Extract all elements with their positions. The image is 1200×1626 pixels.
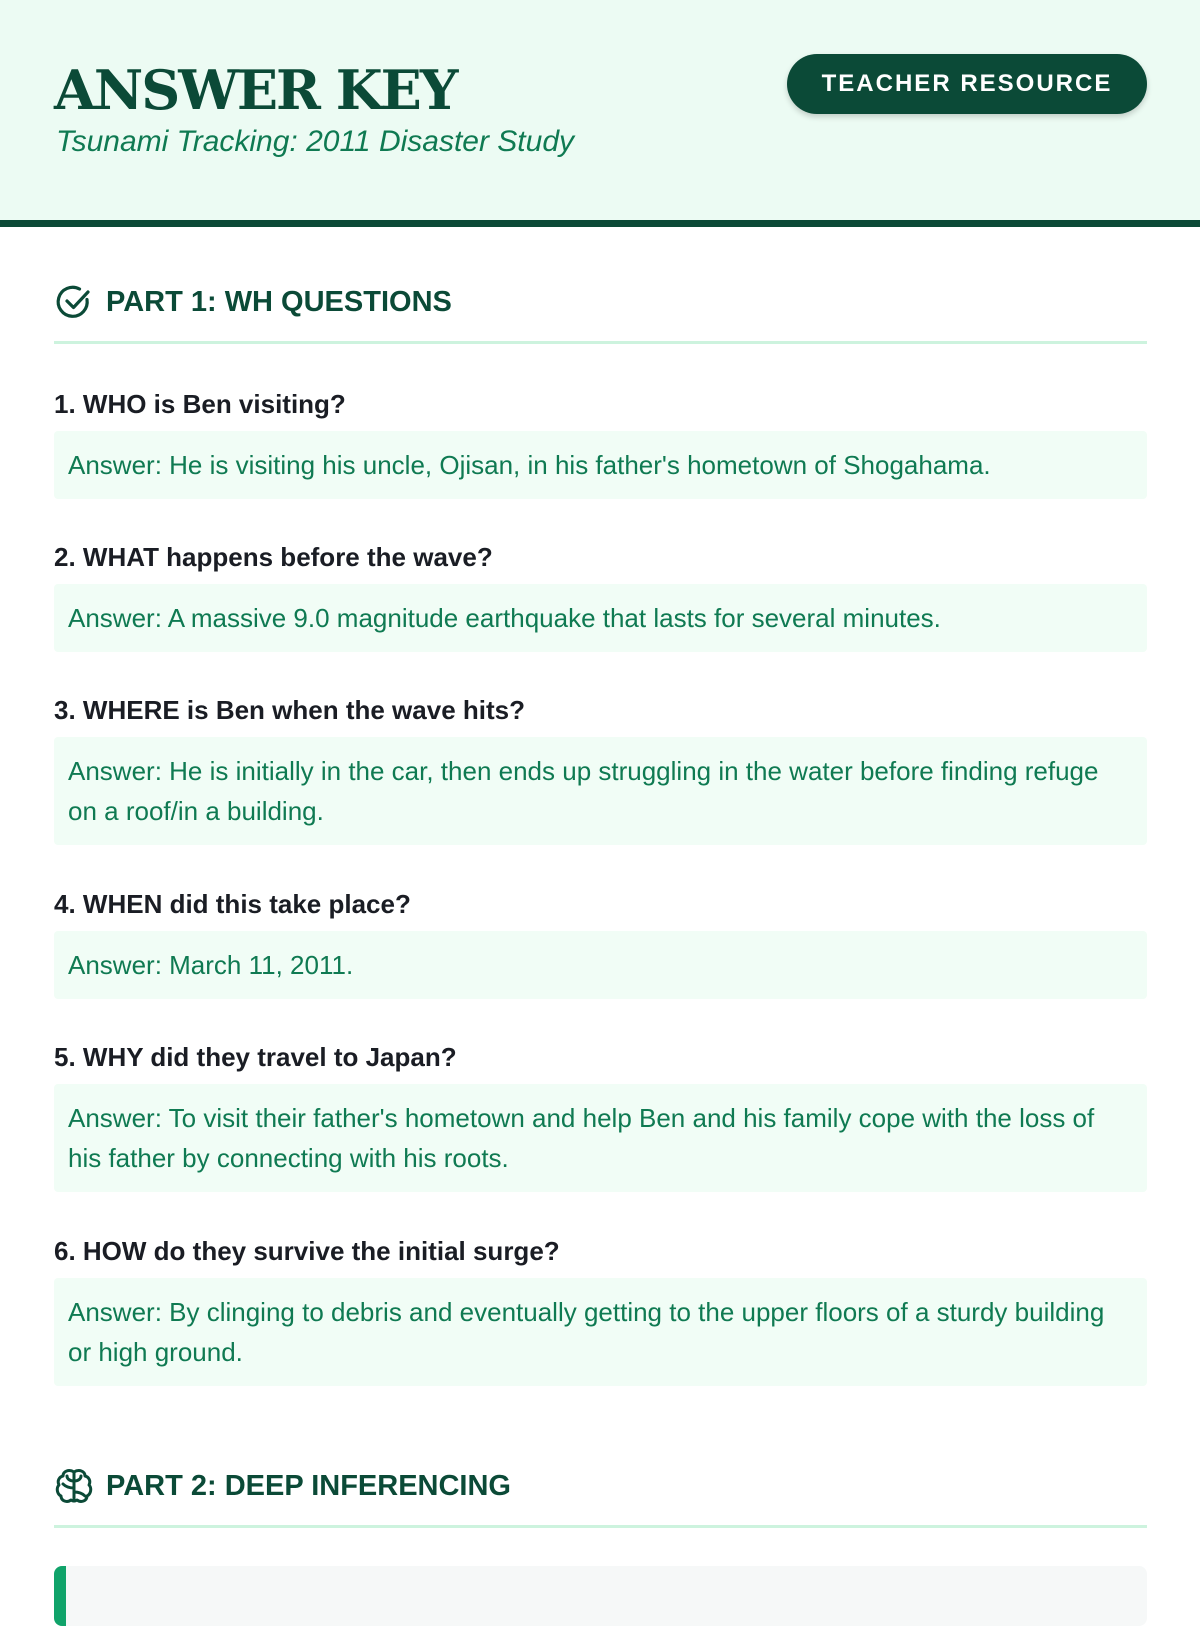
answer-5: Answer: To visit their father's hometown and help Ben and his family cope with the loss of his father by connecting with his roots.	[54, 1084, 1147, 1192]
part2-section-header	[54, 1466, 1147, 1528]
question-6: 6. HOW do they survive the initial surge?	[54, 1236, 560, 1266]
answer-1: Answer: He is visiting his uncle, Ojisan, in his father's hometown of Shogahama.	[54, 431, 1147, 499]
part1-title: PART 1: WH QUESTIONS	[106, 286, 452, 318]
page-subtitle: Tsunami Tracking: 2011 Disaster Study	[56, 125, 575, 158]
question-2: 2. WHAT happens before the wave?	[54, 542, 493, 572]
question-4: 4. WHEN did this take place?	[54, 889, 411, 919]
brain-icon	[54, 1466, 94, 1506]
page-title: ANSWER KEY	[54, 58, 457, 122]
question-3: 3. WHERE is Ben when the wave hits?	[54, 695, 525, 725]
teacher-resource-badge: TEACHER RESOURCE	[787, 54, 1147, 114]
inference-card	[54, 1566, 1147, 1626]
question-5: 5. WHY did they travel to Japan?	[54, 1042, 457, 1072]
part2-title: PART 2: DEEP INFERENCING	[106, 1470, 511, 1502]
part1-section-header	[54, 282, 1147, 344]
answer-4: Answer: March 11, 2011.	[54, 931, 1147, 999]
answer-6: Answer: By clinging to debris and eventually getting to the upper floors of a sturdy building or high ground.	[54, 1278, 1147, 1386]
page-header	[0, 0, 1200, 227]
answer-2: Answer: A massive 9.0 magnitude earthquake that lasts for several minutes.	[54, 584, 1147, 652]
check-circle-icon	[54, 282, 94, 322]
answer-3: Answer: He is initially in the car, then ends up struggling in the water before finding refuge on a roof/in a building.	[54, 737, 1147, 845]
question-1: 1. WHO is Ben visiting?	[54, 389, 346, 419]
